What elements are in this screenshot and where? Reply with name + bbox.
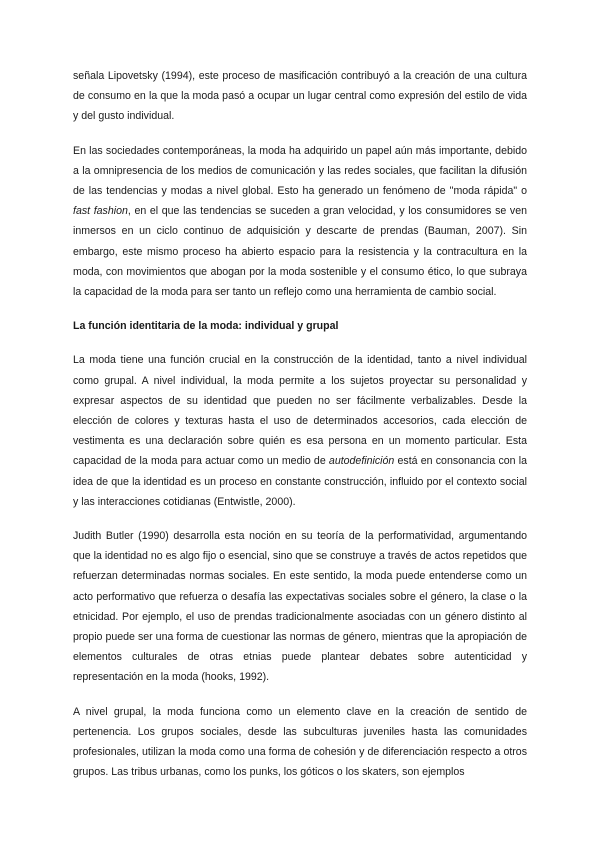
- paragraph-2-text-b: , en el que las tendencias se suceden a gran velocidad, y los consumidores se ven inmersos en un ciclo continuo de adquisición y descarte de prendas (Bauman, 2007). Sin embargo, este mismo proceso ha abierto espacio para la resistencia y la contracultura en la moda, con movimientos que abogan por la moda sostenible y el consumo ético, lo que subraya la capacidad de la moda para ser tanto un reflejo como una herramienta de cambio social.: [73, 205, 527, 299]
- paragraph-2: [73, 141, 527, 303]
- section-heading: La función identitaria de la moda: individual y grupal: [73, 320, 339, 333]
- paragraph-3-text-b: está en consonancia con la idea de que la identidad es un proceso en constante construcción, influido por el contexto social y las interacciones cotidianas (Entwistle, 2000).: [73, 455, 527, 508]
- paragraph-2-emphasis: fast fashion: [73, 205, 128, 218]
- paragraph-3-text-a: La moda tiene una función crucial en la construcción de la identidad, tanto a nivel individual como grupal. A nivel individual, la moda permite a los sujetos proyectar su personalidad y expresar aspectos de su identidad que pueden no ser fácilmente verbalizables. Desde la elección de colores y texturas hasta el uso de determinados accesorios, cada elección de vestimenta es una declaración sobre quién es esa persona en un momento particular. Esta capacidad de la moda para actuar como un medio de: [73, 354, 527, 468]
- paragraph-3-emphasis: autodefinición: [328, 455, 395, 468]
- document-page: [73, 66, 527, 797]
- paragraph-4: Judith Butler (1990) desarrolla esta noción en su teoría de la performatividad, argumentando que la identidad no es algo fijo o esencial, sino que se construye a través de actos repetidos que refuerzan determinadas normas sociales. En este sentido, la moda puede entenderse como un acto performativo que refuerza o desafía las expectativas sociales sobre el género, la clase o la etnicidad. Por ejemplo, el uso de prendas tradicionalmente asociadas con un género distinto al propio puede ser una forma de cuestionar las normas de género, mientras que la apropiación de elementos culturales de otras etnias puede plantear debates sobre autenticidad y representación en la moda (hooks, 1992).: [73, 530, 527, 684]
- paragraph-2-text-a: En las sociedades contemporáneas, la moda ha adquirido un papel aún más importante, debido a la omnipresencia de los medios de comunicación y las redes sociales, que facilitan la difusión de las tendencias y modas a nivel global. Esto ha generado un fenómeno de "moda rápida" o: [73, 144, 527, 198]
- paragraph-1: señala Lipovetsky (1994), este proceso de masificación contribuyó a la creación de una cultura de consumo en la que la moda pasó a ocupar un lugar central como expresión del estilo de vida y del gusto individual.: [73, 70, 527, 123]
- paragraph-5: A nivel grupal, la moda funciona como un elemento clave en la creación de sentido de pertenencia. Los grupos sociales, desde las subculturas juveniles hasta las comunidades profesionales, utilizan la moda como una forma de cohesión y de diferenciación respecto a otros grupos. Las tribus urbanas, como los punks, los góticos o los skaters, son ejemplos: [73, 705, 527, 779]
- paragraph-3: [73, 350, 527, 512]
